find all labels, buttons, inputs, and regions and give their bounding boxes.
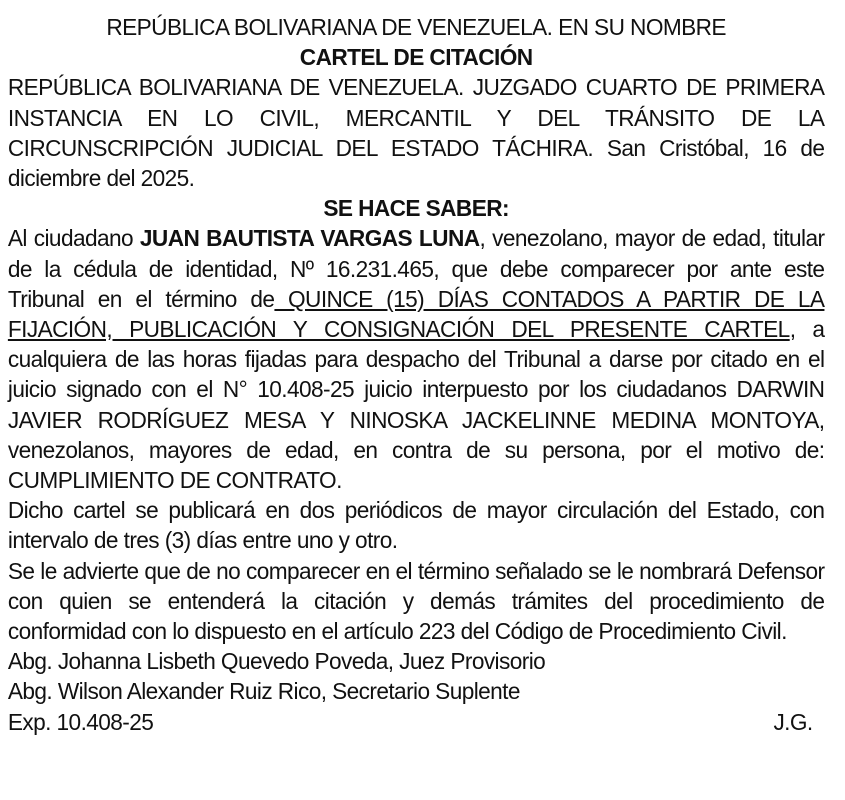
citation-suffix: , a cualquiera de las horas fijadas para despacho del Tribunal a darse por citado en el juicio signado con el N° 10.408-25 juicio interpuesto por los ciudadanos DARWIN JAVIER RODRÍGUEZ MESA Y NINOSKA JACKELINNE MEDINA MONTOYA, venezolanos, mayores de edad, en contra de su persona, por el motivo de: CUMPLIMIENTO DE CONTRATO. [7, 316, 825, 494]
notice-footer [8, 707, 825, 737]
publication-paragraph: Dicho cartel se publicará en dos periódicos de mayor circulación del Estado, con intervalo de tres (3) días entre uno y otro. [7, 497, 825, 554]
secretary-signature-line: Abg. Wilson Alexander Ruiz Rico, Secretario Suplente [7, 678, 520, 705]
defendant-name: JUAN BAUTISTA VARGAS LUNA [139, 225, 480, 252]
appearance-term: QUINCE (15) DÍAS CONTADOS A PARTIR DE LA FIJACIÓN, PUBLICACIÓN Y CONSIGNACIÓN DEL PRESENTE CARTEL [7, 285, 825, 343]
citation-middle: , venezolano, mayor de edad, titular de la cédula de identidad, Nº 16.231.465, que debe comparecer por ante este Tribunal en el término de [7, 225, 825, 312]
case-file-number: Exp. 10.408-25 [7, 708, 154, 735]
citation-paragraph [8, 223, 825, 495]
judge-signature-line: Abg. Johanna Lisbeth Quevedo Poveda, Juez Provisorio [7, 648, 546, 675]
republic-heading: REPÚBLICA BOLIVARIANA DE VENEZUELA. EN SU NOMBRE [106, 14, 726, 40]
notice-subtitle: SE HACE SABER: [323, 195, 509, 222]
notice-title: CARTEL DE CITACIÓN [299, 44, 533, 71]
court-intro-paragraph: REPÚBLICA BOLIVARIANA DE VENEZUELA. JUZGADO CUARTO DE PRIMERA INSTANCIA EN LO CIVIL, MERCANTIL Y DEL TRÁNSITO DE LA CIRCUNSCRIPCIÓN JUDICIAL DEL ESTADO TÁCHIRA. San Cristóbal, 16 de diciembre del 2025. [7, 74, 825, 192]
citation-prefix: Al ciudadano [7, 225, 140, 252]
warning-paragraph: Se le advierte que de no comparecer en el término señalado se le nombrará Defensor con quien se entenderá la citación y demás trámites del procedimiento de conformidad con lo dispuesto en el artículo 223 del Código de Procedimiento Civil. [7, 557, 825, 645]
author-initials: J.G. [773, 708, 813, 735]
